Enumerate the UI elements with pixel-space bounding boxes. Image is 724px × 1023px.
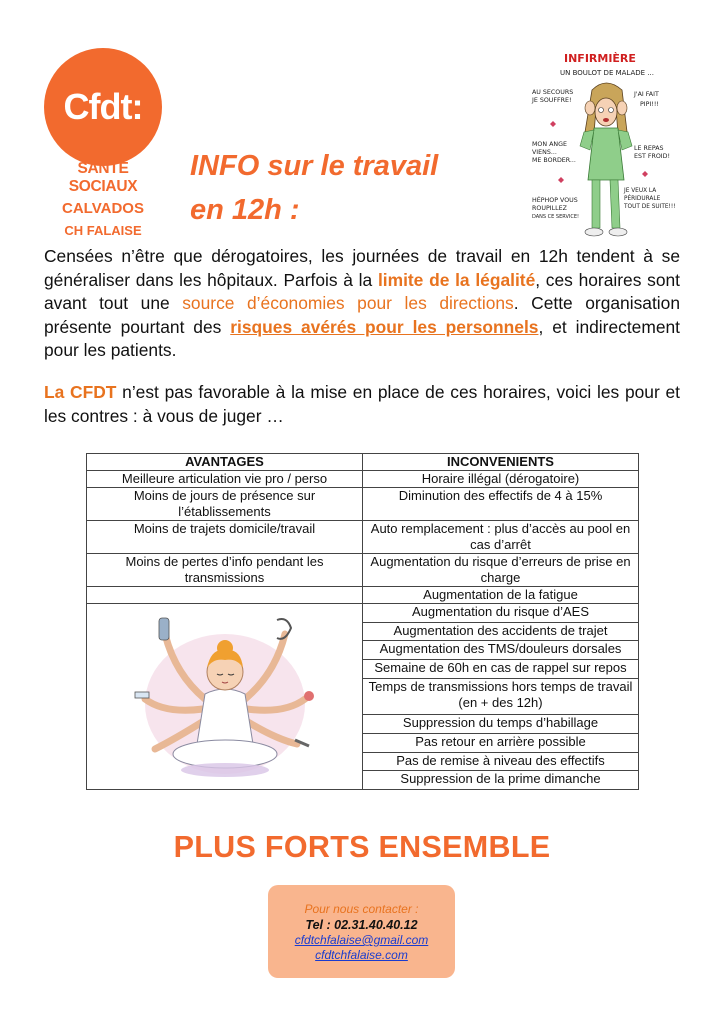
highlight-savings: source d’économies pour les directions bbox=[182, 293, 514, 313]
bubble-1-line-2: JE SOUFFRE! bbox=[532, 97, 572, 104]
avantage-cell: Moins de pertes d’info pendant les transmissions bbox=[87, 554, 363, 587]
inconvenient-cell: Semaine de 60h en cas de rappel sur repos bbox=[363, 660, 639, 679]
avantage-cell: Moins de jours de présence sur l’établissements bbox=[87, 488, 363, 521]
nurse-cartoon-illustration bbox=[530, 50, 682, 246]
inconvenient-cell: Auto remplacement : plus d’accès au pool en cas d’arrêt bbox=[363, 521, 639, 554]
inconvenient-cell: Suppression du temps d’habillage bbox=[363, 715, 639, 734]
position-paragraph bbox=[44, 381, 680, 428]
avantage-cell: Moins de trajets domicile/travail bbox=[87, 521, 363, 554]
org-line-2: CALVADOS bbox=[62, 200, 144, 217]
position-text: n’est pas favorable à la mise en place de ces horaires, voici les pour et les contres : à vous de juger … bbox=[44, 382, 681, 426]
bubble-3-line-2: VIENS... bbox=[532, 149, 557, 156]
inconvenient-cell: Augmentation des TMS/douleurs dorsales bbox=[363, 641, 639, 660]
header-avantages: AVANTAGES bbox=[87, 454, 363, 471]
slogan: PLUS FORTS ENSEMBLE bbox=[173, 830, 551, 864]
org-line-3: CH FALAISE bbox=[64, 223, 142, 238]
inconvenient-cell: Suppression de la prime dimanche bbox=[363, 771, 639, 790]
bubble-4-line-1: LE REPAS bbox=[634, 145, 664, 152]
pros-cons-table bbox=[86, 453, 639, 790]
inconvenient-cell: Augmentation du risque d’erreurs de prise en charge bbox=[363, 554, 639, 587]
organization-name bbox=[42, 160, 164, 238]
bubble-2-line-2: PIPI!!! bbox=[640, 101, 659, 108]
intro-text-2: , ces horaires sont avant tout une bbox=[44, 269, 681, 313]
inconvenient-cell: Horaire illégal (dérogatoire) bbox=[363, 471, 639, 488]
multitasking-nurse-illustration bbox=[125, 604, 325, 789]
intro-text-3: . Cette organisation présente pourtant des bbox=[44, 293, 681, 337]
org-line-1: SANTE SOCIAUX bbox=[68, 160, 138, 195]
table-row bbox=[87, 471, 639, 488]
contact-label: Pour nous contacter : bbox=[304, 902, 419, 916]
inconvenient-cell: Diminution des effectifs de 4 à 15% bbox=[363, 488, 639, 521]
table-row bbox=[87, 521, 639, 554]
cfdt-logo bbox=[44, 48, 162, 166]
bubble-6-line-2: PÉRIDURALE bbox=[624, 196, 661, 202]
avantage-cell-empty bbox=[87, 587, 363, 604]
contact-phone: Tel : 02.31.40.40.12 bbox=[305, 918, 418, 932]
cartoon-heading: INFIRMIÈRE bbox=[564, 52, 636, 65]
inconvenient-cell: Pas de remise à niveau des effectifs bbox=[363, 752, 639, 771]
table-row bbox=[87, 554, 639, 587]
inconvenient-cell: Augmentation du risque d’AES bbox=[363, 604, 639, 623]
inconvenient-cell: Temps de transmissions hors temps de travail (en + des 12h) bbox=[363, 678, 639, 714]
contact-email-link[interactable]: cfdtchfalaise@gmail.com bbox=[294, 933, 429, 947]
intro-text-4: , et indirectement pour les patients. bbox=[44, 316, 680, 360]
table-row bbox=[87, 587, 639, 604]
bubble-5-line-1: HÉPHOP VOUS bbox=[532, 197, 578, 204]
title-line-2: en 12h : bbox=[190, 194, 300, 226]
bubble-6-line-3: TOUT DE SUITE!!! bbox=[624, 204, 676, 210]
highlight-cfdt: La CFDT bbox=[44, 382, 117, 402]
inconvenient-cell: Augmentation de la fatigue bbox=[363, 587, 639, 604]
bubble-5-line-2: ROUPILLEZ bbox=[532, 205, 567, 212]
bubble-2-line-1: J'AI FAIT bbox=[634, 91, 659, 98]
bubble-3-line-1: MON ANGE bbox=[532, 141, 567, 148]
contact-box bbox=[268, 885, 455, 978]
page-title bbox=[190, 144, 520, 232]
title-line-1: INFO sur le travail bbox=[190, 150, 439, 182]
intro-text-1: Censées n’être que dérogatoires, les journées de travail en 12h tendent à se généraliser dans les hôpitaux. Parfois à la bbox=[44, 246, 680, 290]
table-header-row bbox=[87, 454, 639, 471]
illustration-cell bbox=[87, 604, 363, 790]
inconvenient-cell: Pas retour en arrière possible bbox=[363, 733, 639, 752]
bubble-5-line-3: DANS CE SERVICE! bbox=[532, 214, 580, 220]
bubble-4-line-2: EST FROID! bbox=[634, 153, 671, 160]
table-row bbox=[87, 604, 639, 623]
intro-paragraph bbox=[44, 245, 680, 363]
bubble-6-line-1: JE VEUX LA bbox=[624, 188, 657, 194]
cartoon-subheading: UN BOULOT DE MALADE ... bbox=[560, 69, 654, 77]
contact-website-link[interactable]: cfdtchfalaise.com bbox=[315, 948, 408, 962]
inconvenient-cell: Augmentation des accidents de trajet bbox=[363, 622, 639, 641]
bubble-3-line-3: ME BORDER... bbox=[532, 157, 576, 164]
avantage-cell: Meilleure articulation vie pro / perso bbox=[87, 471, 363, 488]
highlight-risks: risques avérés pour les personnels bbox=[230, 316, 539, 337]
logo-text: Cfdt: bbox=[63, 86, 143, 127]
highlight-legality: limite de la légalité bbox=[377, 269, 536, 290]
bubble-1-line-1: AU SECOURS bbox=[532, 89, 574, 96]
header-inconvenients: INCONVENIENTS bbox=[363, 454, 639, 471]
table-row bbox=[87, 488, 639, 521]
